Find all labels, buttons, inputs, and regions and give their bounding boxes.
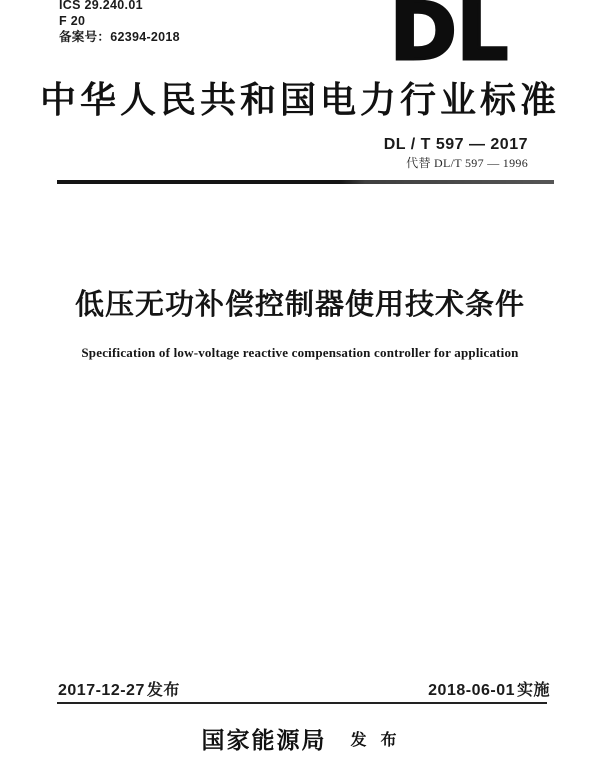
classification-code: F 20 xyxy=(59,14,86,28)
document-title-en: Specification of low-voltage reactive compensation controller for application xyxy=(81,345,519,360)
issuer-name: 国家能源局 xyxy=(201,727,327,753)
issue-date-value: 2017-12-27 xyxy=(58,682,145,699)
footer-rule xyxy=(57,702,547,704)
standard-number-block xyxy=(384,136,528,170)
ics-block xyxy=(59,0,180,45)
document-title-zh: 低压无功补偿控制器使用技术条件 xyxy=(74,289,525,321)
ics-code: ICS 29.240.01 xyxy=(59,0,143,12)
standard-number: DL / T 597 — 2017 xyxy=(383,136,528,153)
implement-date-label: 实施 xyxy=(516,682,550,699)
issue-date-label: 发布 xyxy=(146,682,180,699)
publisher-row xyxy=(0,722,600,754)
implement-date xyxy=(428,681,550,701)
replaces-note: 代替 DL/T 597 — 1996 xyxy=(406,156,528,170)
issue-date xyxy=(58,681,180,701)
dl-logo: DL xyxy=(389,0,509,78)
implement-date-value: 2018-06-01 xyxy=(428,682,515,699)
publish-label: 发 布 xyxy=(350,731,399,749)
record-number: 备案号：62394-2018 xyxy=(59,30,180,44)
standard-series-title: 中华人民共和国电力行业标准 xyxy=(39,80,560,120)
header-rule xyxy=(57,180,554,184)
date-row xyxy=(58,681,550,701)
